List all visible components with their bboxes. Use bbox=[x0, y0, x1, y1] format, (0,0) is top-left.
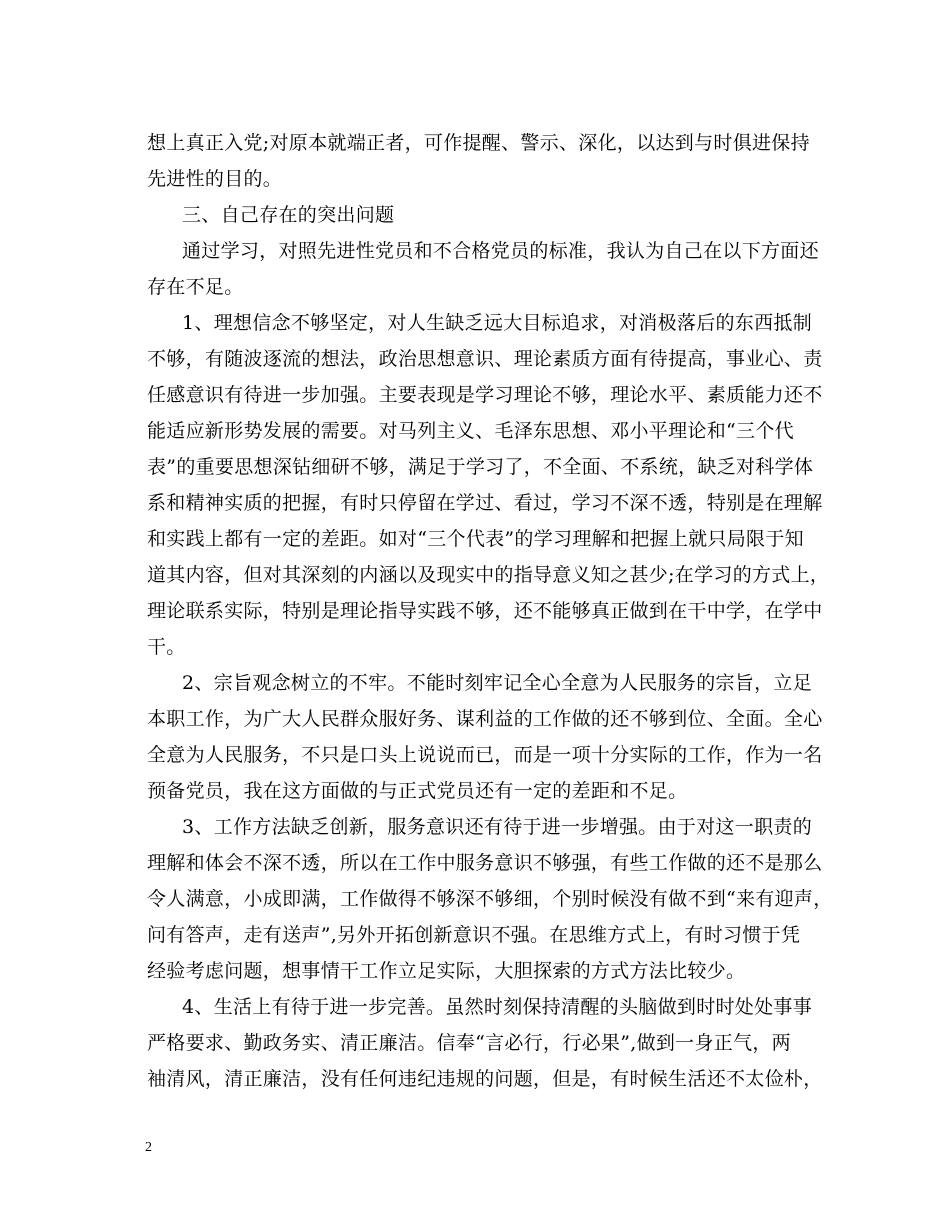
text-line: 令人满意，小成即满，工作做得不够深不够细，个别时候没有做不到“来有迎声， bbox=[147, 888, 833, 910]
text-line: 通过学习，对照先进性党员和不合格党员的标准，我认为自己在以下方面还 bbox=[182, 240, 819, 262]
text-line: 1、理想信念不够坚定，对人生缺乏远大目标追求，对消极落后的东西抵制 bbox=[182, 312, 812, 334]
text-line: 本职工作，为广大人民群众服好务、谋利益的工作做的还不够到位、全面。全心 bbox=[147, 708, 823, 730]
text-line: 2、宗旨观念树立的不牢。不能时刻牢记全心全意为人民服务的宗旨，立足 bbox=[182, 672, 812, 694]
text-line: 任感意识有待进一步加强。主要表现是学习理论不够，理论水平、素质能力还不 bbox=[147, 384, 823, 406]
text-line: 能适应新形势发展的需要。对马列主义、毛泽东思想、邓小平理论和“三个代 bbox=[147, 420, 794, 442]
text-line: 表”的重要思想深钻细研不够，满足于学习了，不全面、不系统，缺乏对科学体 bbox=[147, 456, 814, 478]
text-line: 存在不足。 bbox=[147, 276, 244, 298]
text-line: 理解和体会不深不透，所以在工作中服务意识不够强，有些工作做的还不是那么 bbox=[147, 852, 823, 874]
text-line: 系和精神实质的把握，有时只停留在学过、看过，学习不深不透，特别是在理解 bbox=[147, 492, 823, 514]
text-line: 严格要求、勤政务实、清正廉洁。信奉“言必行，行必果”,做到一身正气，两 bbox=[147, 1032, 791, 1054]
text-line: 经验考虑问题，想事情干工作立足实际，大胆探索的方式方法比较少。 bbox=[147, 960, 746, 982]
text-line: 和实践上都有一定的差距。如对“三个代表”的学习理解和把握上就只局限于知 bbox=[147, 528, 804, 550]
text-line: 道其内容，但对其深刻的内涵以及现实中的指导意义知之甚少;在学习的方式上， bbox=[147, 564, 830, 586]
text-line: 不够，有随波逐流的想法，政治思想意识、理论素质方面有待提高，事业心、责 bbox=[147, 348, 823, 370]
text-line: 先进性的目的。 bbox=[147, 168, 283, 190]
text-line: 理论联系实际，特别是理论指导实践不够，还不能够真正做到在干中学，在学中 bbox=[147, 600, 823, 622]
page-number: 2 bbox=[145, 1140, 152, 1155]
text-line: 袖清风，清正廉洁，没有任何违纪违规的问题，但是，有时候生活还不太俭朴， bbox=[147, 1068, 823, 1090]
text-line: 问有答声，走有送声”,另外开拓创新意识不强。在思维方式上，有时习惯于凭 bbox=[147, 924, 801, 946]
text-line: 干。 bbox=[147, 636, 186, 658]
text-line: 想上真正入党;对原本就端正者，可作提醒、警示、深化，以达到与时俱进保持 bbox=[147, 132, 810, 154]
text-line: 全意为人民服务，不只是口头上说说而已，而是一项十分实际的工作，作为一名 bbox=[147, 744, 823, 766]
text-line: 预备党员，我在这方面做的与正式党员还有一定的差距和不足。 bbox=[147, 780, 688, 802]
section-heading: 三、自己存在的突出问题 bbox=[182, 204, 395, 226]
text-line: 4、生活上有待于进一步完善。虽然时刻保持清醒的头脑做到时时处处事事 bbox=[182, 996, 812, 1018]
text-line: 3、工作方法缺乏创新，服务意识还有待于进一步增强。由于对这一职责的 bbox=[182, 816, 812, 838]
